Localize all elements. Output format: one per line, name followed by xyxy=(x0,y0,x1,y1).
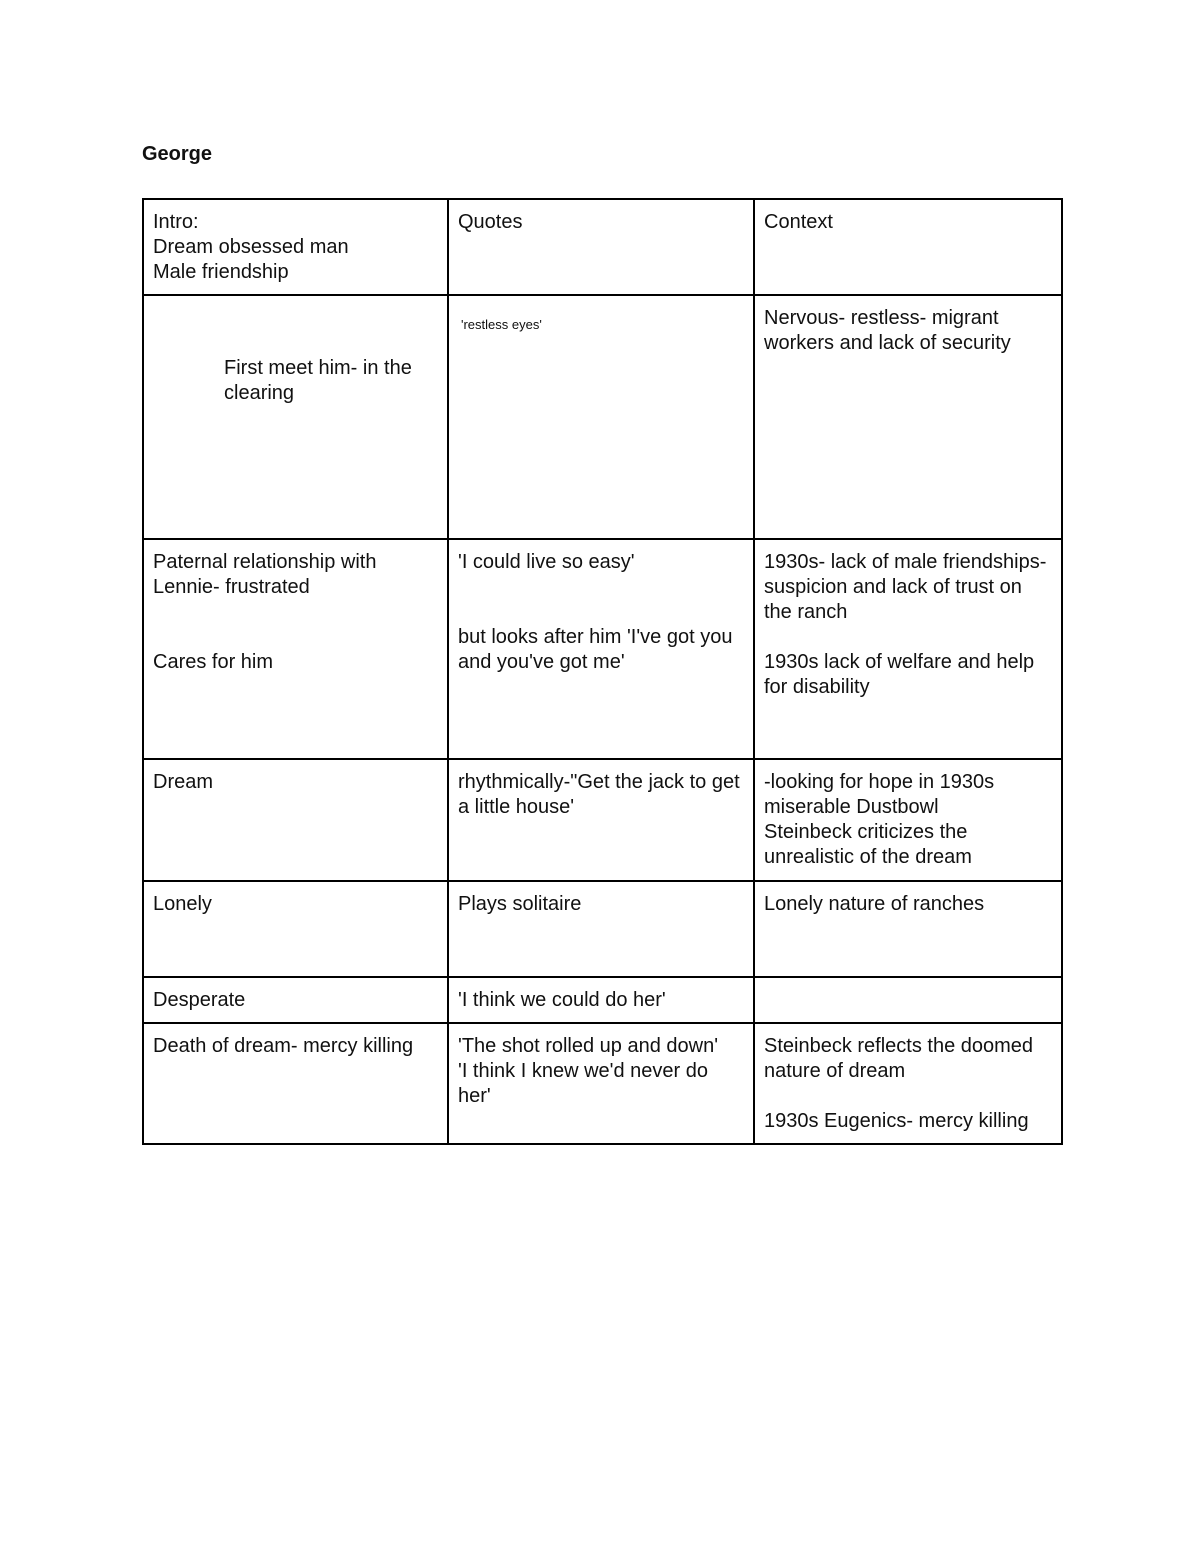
quote-cell xyxy=(448,539,754,759)
quote-cell xyxy=(448,1023,754,1144)
intro-line: Dream obsessed man xyxy=(153,236,349,258)
context-text: 1930s- lack of male friendships- suspicion and lack of trust on the ranch xyxy=(764,551,1047,623)
theme-text: Death of dream- mercy killing xyxy=(153,1035,414,1057)
theme-text: Desperate xyxy=(153,989,246,1011)
quote-text: 'I think we could do her' xyxy=(458,989,666,1011)
table-row xyxy=(143,1023,1062,1144)
quotes-header: Quotes xyxy=(458,211,523,233)
quote-text: 'I think I knew we'd never do her' xyxy=(458,1060,708,1107)
theme-cell xyxy=(143,1023,448,1144)
theme-cell xyxy=(143,881,448,977)
context-cell xyxy=(754,539,1062,759)
quote-text: 'restless eyes' xyxy=(461,317,542,332)
theme-text: Cares for him xyxy=(153,651,274,673)
intro-line: Male friendship xyxy=(153,261,289,283)
context-cell xyxy=(754,759,1062,881)
context-text: Lonely nature of ranches xyxy=(764,893,985,915)
table-row xyxy=(143,539,1062,759)
quote-cell xyxy=(448,759,754,881)
theme-text: Dream xyxy=(153,771,214,793)
intro-cell xyxy=(143,199,448,295)
quote-text: Plays solitaire xyxy=(458,893,582,915)
context-header-cell xyxy=(754,199,1062,295)
context-text: Steinbeck criticizes the unrealistic of the dream xyxy=(764,821,972,868)
theme-text: Paternal relationship with Lennie- frustrated xyxy=(153,551,377,598)
character-notes-table xyxy=(142,198,1063,1145)
theme-text: First meet him- in the clearing xyxy=(224,357,412,404)
table-row xyxy=(143,977,1062,1023)
table-row xyxy=(143,759,1062,881)
quote-text: 'The shot rolled up and down' xyxy=(458,1035,719,1057)
context-text: 1930s Eugenics- mercy killing xyxy=(764,1110,1029,1132)
context-text: Nervous- restless- migrant workers and lack of security xyxy=(764,307,1011,354)
context-header: Context xyxy=(764,211,833,233)
context-text: 1930s lack of welfare and help for disability xyxy=(764,651,1035,698)
table-row xyxy=(143,295,1062,539)
quote-cell xyxy=(448,295,754,539)
theme-cell xyxy=(143,539,448,759)
quote-text: but looks after him 'I've got you and you've got me' xyxy=(458,626,733,673)
document-title: George xyxy=(142,143,213,165)
theme-cell xyxy=(143,977,448,1023)
context-cell xyxy=(754,295,1062,539)
context-cell xyxy=(754,1023,1062,1144)
context-text: -looking for hope in 1930s miserable Dustbowl xyxy=(764,771,995,818)
theme-text: Lonely xyxy=(153,893,212,915)
context-cell xyxy=(754,977,1062,1023)
intro-label: Intro: xyxy=(153,211,199,233)
quotes-header-cell xyxy=(448,199,754,295)
table-header-row xyxy=(143,199,1062,295)
context-text: Steinbeck reflects the doomed nature of dream xyxy=(764,1035,1034,1082)
quote-text: 'I could live so easy' xyxy=(458,551,635,573)
theme-cell xyxy=(143,295,448,539)
context-text xyxy=(764,988,1052,1013)
quote-text: rhythmically-"Get the jack to get a little house' xyxy=(458,771,740,818)
table-row xyxy=(143,881,1062,977)
theme-cell xyxy=(143,759,448,881)
context-cell xyxy=(754,881,1062,977)
quote-cell xyxy=(448,881,754,977)
quote-cell xyxy=(448,977,754,1023)
